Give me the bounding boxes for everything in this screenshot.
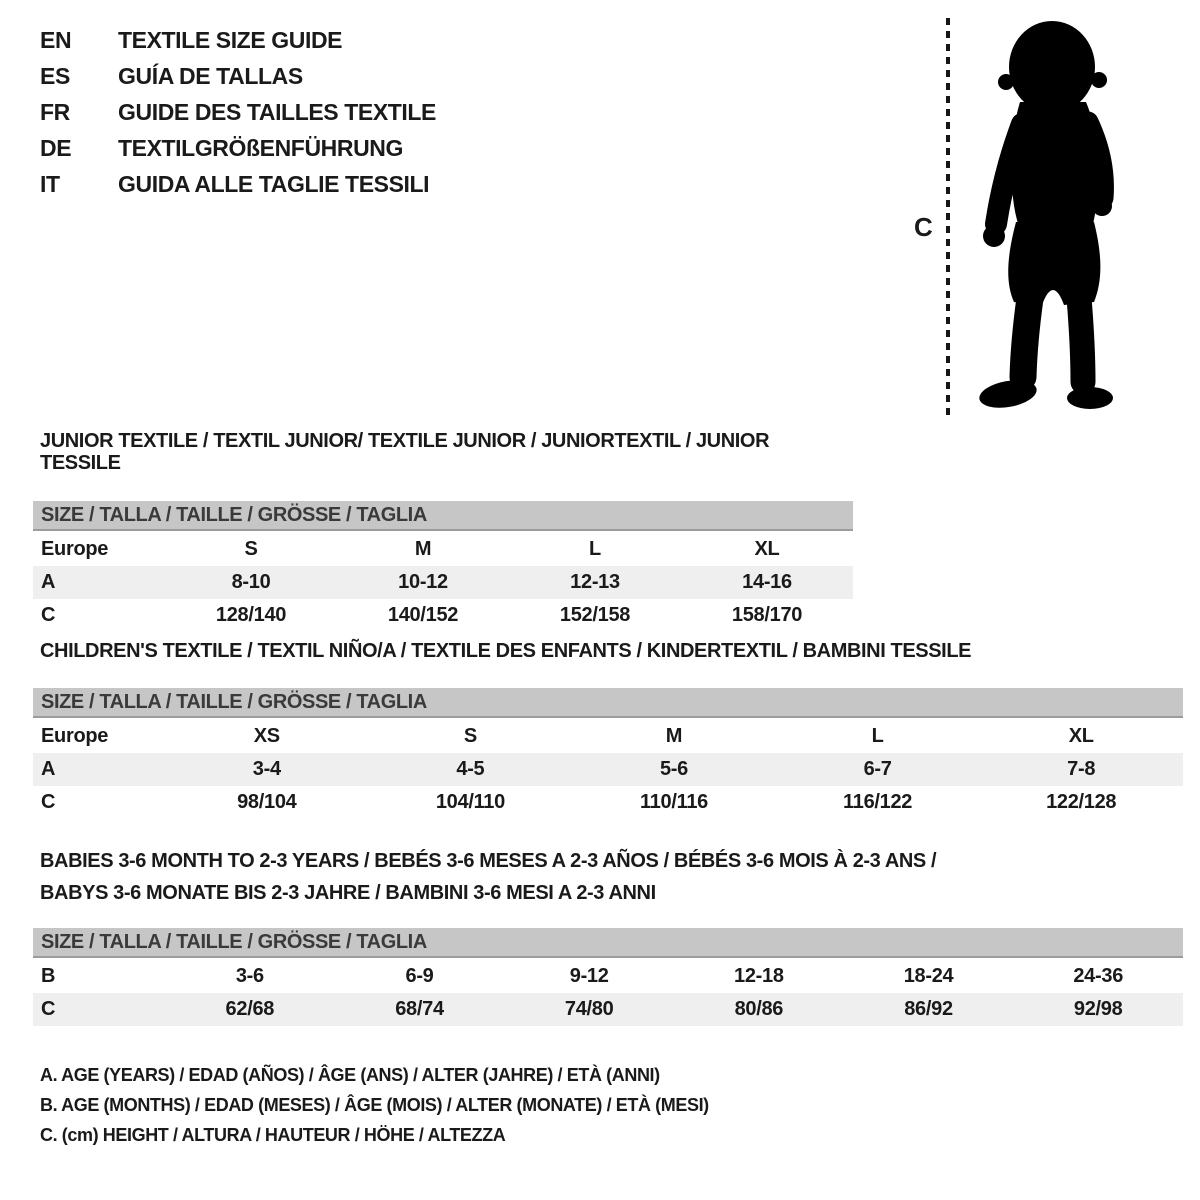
language-row bbox=[40, 166, 436, 202]
table-cell: 86/92 bbox=[904, 998, 953, 1020]
table-cell: 80/86 bbox=[734, 998, 784, 1020]
table-cell: 10-12 bbox=[398, 571, 448, 593]
table-cell: 9-12 bbox=[569, 965, 609, 987]
table-cell: S bbox=[463, 725, 477, 747]
table-cell: 158/170 bbox=[731, 604, 803, 626]
footnotes bbox=[40, 1060, 709, 1150]
table-cell: L bbox=[589, 538, 601, 560]
table-cell: 152/158 bbox=[559, 604, 631, 626]
table-cell: 24-36 bbox=[1073, 965, 1124, 987]
table-cell: M bbox=[665, 725, 683, 747]
section-title-line: BABIES 3-6 MONTH TO 2-3 YEARS / BEBÉS 3-6 MESES A 2-3 AÑOS / BÉBÉS 3-6 MOIS À 2-3 ANS / bbox=[40, 850, 937, 872]
row-label: C bbox=[41, 791, 56, 813]
table-cell: 3-6 bbox=[235, 965, 264, 987]
size-header-bar: SIZE / TALLA / TAILLE / GRÖSSE / TAGLIA bbox=[33, 688, 1183, 718]
table-row bbox=[33, 533, 853, 566]
language-code: FR bbox=[40, 99, 70, 125]
section-title: CHILDREN'S TEXTILE / TEXTIL NIÑO/A / TEXTILE DES ENFANTS / KINDERTEXTIL / BAMBINI TESSILE bbox=[40, 640, 972, 662]
junior-size-table bbox=[33, 501, 853, 632]
table-cell: 12-18 bbox=[734, 965, 784, 987]
table-cell: 62/68 bbox=[225, 998, 275, 1020]
babies-textile-section bbox=[33, 845, 1183, 1026]
table-row bbox=[33, 599, 853, 632]
table-cell: 12-13 bbox=[570, 571, 620, 593]
table-row bbox=[33, 993, 1183, 1026]
babies-size-table bbox=[33, 928, 1183, 1026]
footnote-age-months: B. AGE (MONTHS) / EDAD (MESES) / ÂGE (MOIS) / ALTER (MONATE) / ETÀ (MESI) bbox=[40, 1095, 709, 1115]
table-cell: 74/80 bbox=[564, 998, 614, 1020]
table-cell: 128/140 bbox=[215, 604, 287, 626]
table-cell: XL bbox=[754, 538, 780, 560]
table-cell: 6-9 bbox=[405, 965, 434, 987]
section-title: JUNIOR TEXTILE / TEXTIL JUNIOR/ TEXTILE JUNIOR / JUNIORTEXTIL / JUNIOR TESSILE bbox=[40, 430, 770, 474]
table-cell: M bbox=[414, 538, 432, 560]
language-title: GUIDE DES TAILLES TEXTILE bbox=[118, 99, 436, 125]
table-cell: XS bbox=[253, 725, 280, 747]
row-label: C bbox=[41, 998, 56, 1020]
section-title-line: BABYS 3-6 MONATE BIS 2-3 JAHRE / BAMBINI 3-6 MESI A 2-3 ANNI bbox=[40, 882, 656, 904]
section-title bbox=[40, 845, 1183, 909]
size-header-bar: SIZE / TALLA / TAILLE / GRÖSSE / TAGLIA bbox=[33, 501, 853, 531]
table-cell: 5-6 bbox=[659, 758, 688, 780]
language-code: IT bbox=[40, 171, 60, 197]
table-cell: 92/98 bbox=[1073, 998, 1123, 1020]
language-title: GUIDA ALLE TAGLIE TESSILI bbox=[118, 171, 430, 197]
size-header-bar: SIZE / TALLA / TAILLE / GRÖSSE / TAGLIA bbox=[33, 928, 1183, 958]
language-row bbox=[40, 130, 436, 166]
table-cell: 7-8 bbox=[1067, 758, 1096, 780]
row-label: B bbox=[41, 965, 56, 987]
table-rows bbox=[33, 960, 1183, 1026]
footnote-age-years: A. AGE (YEARS) / EDAD (AÑOS) / ÂGE (ANS) / ALTER (JAHRE) / ETÀ (ANNI) bbox=[40, 1065, 660, 1085]
row-label: A bbox=[41, 571, 56, 593]
row-label: Europe bbox=[41, 725, 109, 747]
table-cell: 18-24 bbox=[903, 965, 954, 987]
language-code: DE bbox=[40, 135, 72, 161]
table-cell: 68/74 bbox=[395, 998, 444, 1020]
footnote-height-cm: C. (cm) HEIGHT / ALTURA / HAUTEUR / HÖHE / ALTEZZA bbox=[40, 1125, 506, 1145]
language-code: EN bbox=[40, 27, 72, 53]
table-cell: 4-5 bbox=[456, 758, 485, 780]
language-row bbox=[40, 94, 436, 130]
table-cell: 110/116 bbox=[639, 791, 708, 813]
language-code: ES bbox=[40, 63, 70, 89]
table-cell: 116/122 bbox=[843, 791, 913, 813]
table-rows bbox=[33, 720, 1183, 819]
height-dashed-line bbox=[946, 18, 950, 417]
table-cell: 3-4 bbox=[252, 758, 281, 780]
table-cell: 6-7 bbox=[863, 758, 892, 780]
height-measure-label: C bbox=[914, 212, 933, 242]
junior-textile-section bbox=[33, 430, 853, 632]
table-row bbox=[33, 786, 1183, 819]
table-rows bbox=[33, 533, 853, 632]
language-list bbox=[40, 22, 436, 202]
table-row bbox=[33, 753, 1183, 786]
children-textile-section bbox=[33, 640, 1183, 819]
language-row bbox=[40, 22, 436, 58]
table-row bbox=[33, 720, 1183, 753]
row-label: A bbox=[41, 758, 56, 780]
row-label: C bbox=[41, 604, 56, 626]
table-cell: S bbox=[244, 538, 258, 560]
table-cell: L bbox=[871, 725, 884, 747]
table-row bbox=[33, 566, 853, 599]
table-cell: 104/110 bbox=[435, 791, 505, 813]
table-cell: XL bbox=[1068, 725, 1094, 747]
table-cell: 98/104 bbox=[237, 791, 297, 813]
table-cell: 14-16 bbox=[742, 571, 792, 593]
children-size-table bbox=[33, 688, 1183, 819]
table-cell: 8-10 bbox=[231, 571, 271, 593]
table-row bbox=[33, 960, 1183, 993]
table-cell: 140/152 bbox=[387, 604, 459, 626]
language-title: GUÍA DE TALLAS bbox=[118, 63, 303, 89]
toddler-silhouette-icon bbox=[962, 12, 1138, 420]
language-title: TEXTILGRÖßENFÜHRUNG bbox=[118, 135, 403, 161]
row-label: Europe bbox=[41, 538, 109, 560]
language-row bbox=[40, 58, 436, 94]
language-title: TEXTILE SIZE GUIDE bbox=[118, 27, 343, 53]
table-cell: 122/128 bbox=[1046, 791, 1117, 813]
